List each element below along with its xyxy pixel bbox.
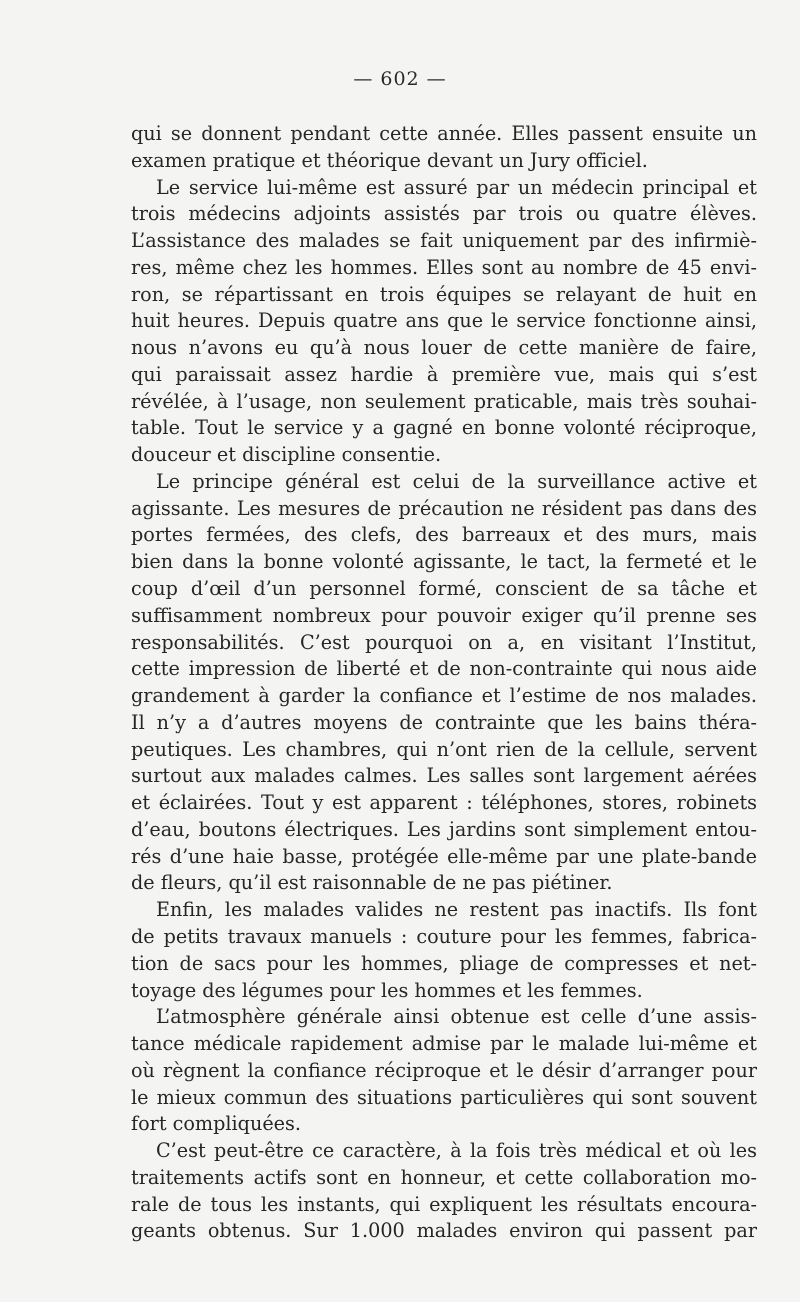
text-line: nous n’avons eu qu’à nous louer de cette manière de faire, bbox=[131, 336, 757, 360]
text-line: coup d’œil d’un personnel formé, conscient de sa tâche et bbox=[131, 577, 757, 601]
text-line: d’eau, boutons électriques. Les jardins sont simplement entou- bbox=[131, 817, 757, 841]
text-line: de fleurs, qu’il est raisonnable de ne pas piétiner. bbox=[131, 871, 613, 895]
text-line: fort compliquées. bbox=[131, 1112, 301, 1136]
text-line: bien dans la bonne volonté agissante, le tact, la fermeté et le bbox=[131, 550, 757, 574]
text-line: traitements actifs sont en honneur, et cette collaboration mo- bbox=[131, 1165, 757, 1189]
text-line: cette impression de liberté et de non-contrainte qui nous aide bbox=[131, 657, 757, 681]
text-line: huit heures. Depuis quatre ans que le service fonctionne ainsi, bbox=[131, 309, 757, 333]
body-text bbox=[131, 121, 757, 1245]
text-line: Il n’y a d’autres moyens de contrainte que les bains théra- bbox=[131, 710, 757, 734]
text-line: Enfin, les malades valides ne restent pas inactifs. Ils font bbox=[156, 898, 757, 922]
text-line: table. Tout le service y a gagné en bonne volonté réciproque, bbox=[131, 416, 757, 440]
text-line: toyage des légumes pour les hommes et les femmes. bbox=[131, 978, 643, 1002]
text-line: L’assistance des malades se fait uniquement par des infirmiè- bbox=[131, 229, 757, 253]
text-line: le mieux commun des situations particulières qui sont souvent bbox=[131, 1085, 757, 1109]
text-line: peutiques. Les chambres, qui n’ont rien de la cellule, servent bbox=[131, 737, 757, 761]
text-line: rale de tous les instants, qui expliquent les résultats encoura- bbox=[131, 1192, 757, 1216]
text-line: tion de sacs pour les hommes, pliage de compresses et net- bbox=[131, 951, 757, 975]
text-line: et éclairées. Tout y est apparent : téléphones, stores, robinets bbox=[131, 791, 757, 815]
text-line: qui se donnent pendant cette année. Elles passent ensuite un bbox=[131, 122, 757, 145]
text-line: L’atmosphère générale ainsi obtenue est celle d’une assis- bbox=[156, 1005, 757, 1029]
text-line: Le principe général est celui de la surveillance active et bbox=[156, 469, 757, 493]
text-line: C’est peut-être ce caractère, à la fois très médical et où les bbox=[156, 1139, 757, 1163]
text-line: grandement à garder la confiance et l’estime de nos malades. bbox=[131, 684, 757, 708]
text-line: ron, se répartissant en trois équipes se relayant de huit en bbox=[131, 282, 757, 306]
text-line: douceur et discipline consentie. bbox=[131, 443, 442, 467]
text-line: examen pratique et théorique devant un Jury officiel. bbox=[131, 148, 648, 172]
text-line: tance médicale rapidement admise par le malade lui-même et bbox=[131, 1032, 757, 1056]
text-line: trois médecins adjoints assistés par trois ou quatre élèves. bbox=[131, 202, 757, 226]
text-line: suffisamment nombreux pour pouvoir exiger qu’il prenne ses bbox=[131, 603, 757, 627]
page-number: — 602 — bbox=[353, 68, 447, 90]
text-line: surtout aux malades calmes. Les salles sont largement aérées bbox=[131, 764, 757, 788]
text-line: agissante. Les mesures de précaution ne résident pas dans des bbox=[131, 496, 757, 520]
text-line: révélée, à l’usage, non seulement praticable, mais très souhai- bbox=[131, 389, 757, 413]
text-line: rés d’une haie basse, protégée elle-même par une plate-bande bbox=[131, 844, 757, 868]
text-line: responsabilités. C’est pourquoi on a, en visitant l’Institut, bbox=[131, 630, 757, 654]
text-line: de petits travaux manuels : couture pour les femmes, fabrica- bbox=[131, 924, 757, 948]
text-line: portes fermées, des clefs, des barreaux et des murs, mais bbox=[131, 523, 757, 547]
text-line: res, même chez les hommes. Elles sont au nombre de 45 envi- bbox=[131, 255, 757, 279]
text-line: geants obtenus. Sur 1.000 malades environ qui passent par bbox=[131, 1219, 757, 1243]
text-line: Le service lui-même est assuré par un médecin principal et bbox=[156, 175, 757, 199]
text-line: où règnent la confiance réciproque et le désir d’arranger pour bbox=[131, 1058, 757, 1082]
text-line: qui paraissait assez hardie à première vue, mais qui s’est bbox=[131, 362, 757, 386]
